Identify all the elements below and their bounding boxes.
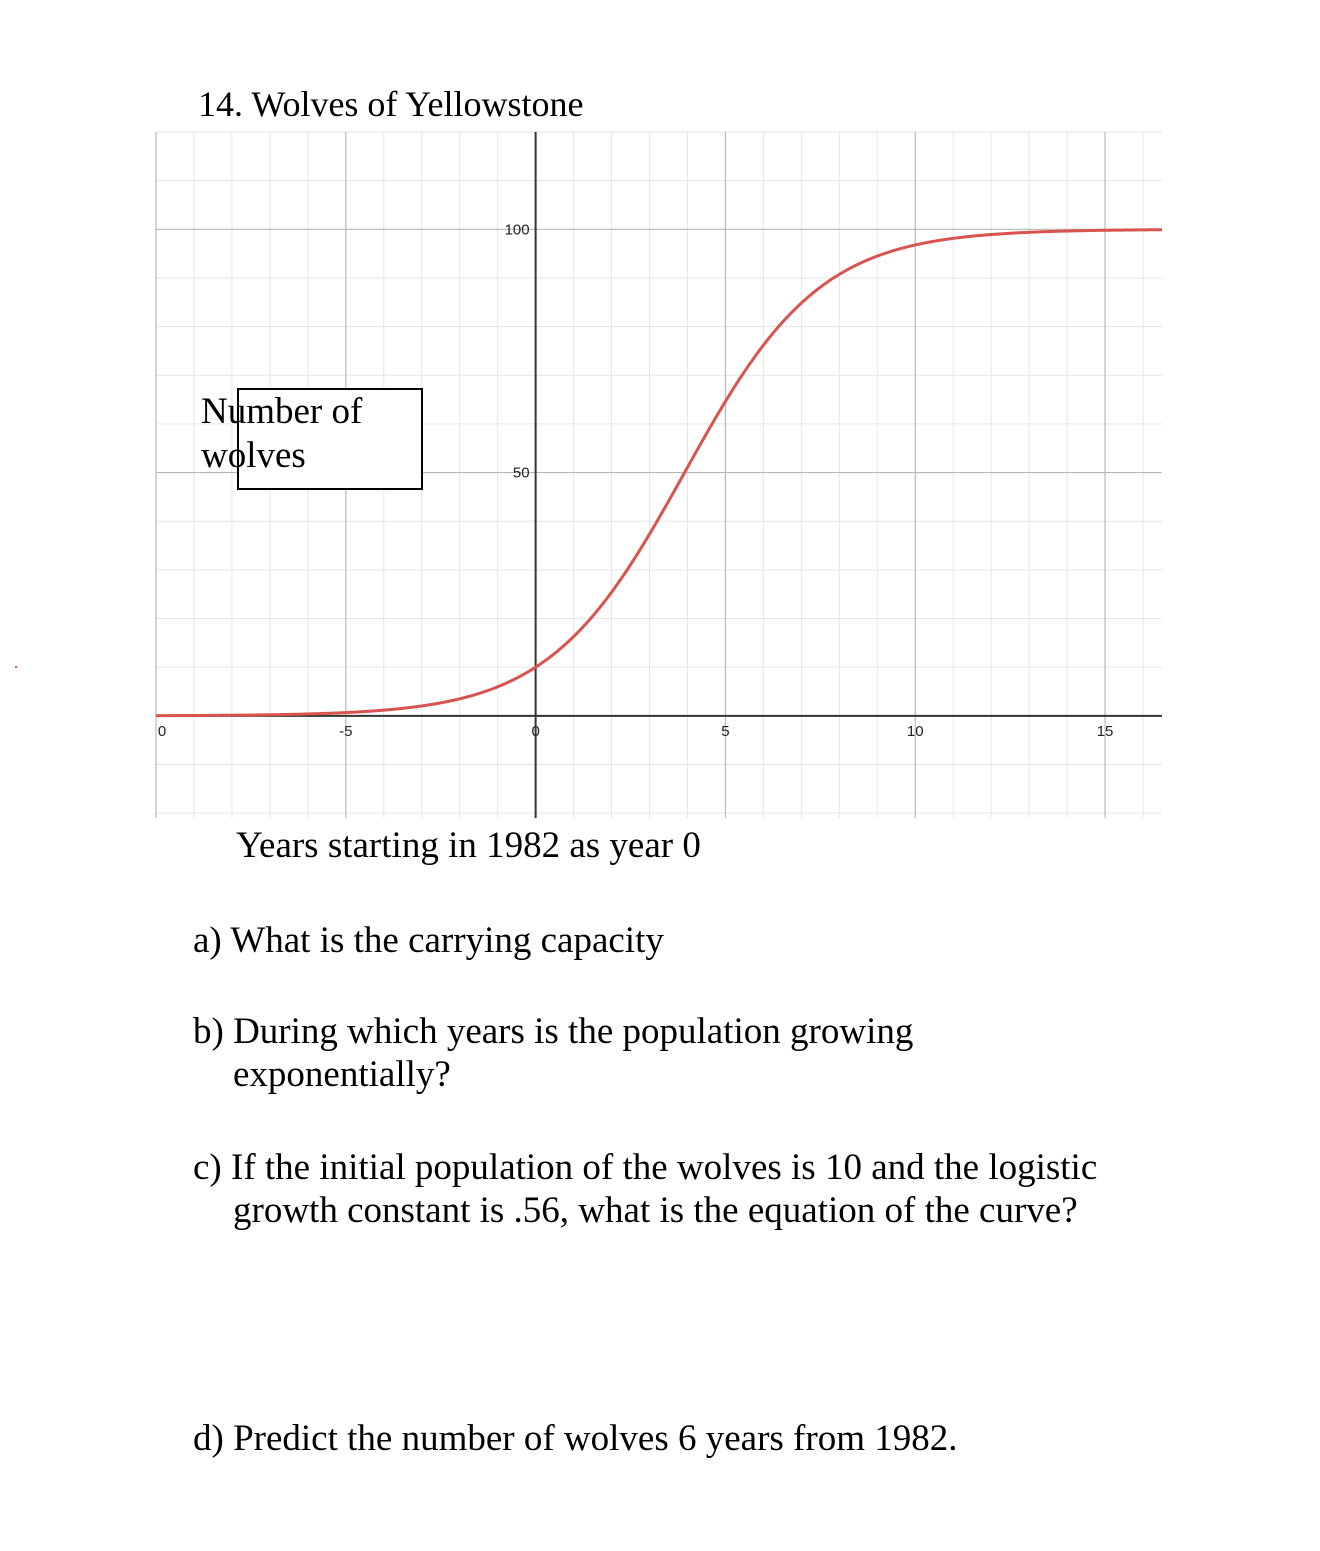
- question-c: [193, 1147, 1097, 1232]
- problem-title: 14. Wolves of Yellowstone: [198, 84, 584, 124]
- question-c-line2: growth constant is .56, what is the equation of the curve?: [233, 1189, 1078, 1231]
- question-c-line1: c) If the initial population of the wolves is 10 and the logistic: [193, 1147, 1098, 1188]
- x-tick-label: 10: [906, 722, 924, 740]
- x-tick-label: -5: [339, 722, 353, 740]
- question-a: a) What is the carrying capacity: [193, 920, 664, 961]
- y-tick-label: 50: [512, 464, 530, 482]
- x-tick-label: 5: [721, 722, 730, 740]
- x-tick-label: 0: [157, 722, 167, 740]
- question-b-line1: b) During which years is the population growing: [193, 1011, 914, 1052]
- x-tick-label: 0: [531, 722, 540, 740]
- x-axis-label: Years starting in 1982 as year 0: [236, 825, 701, 866]
- y-tick-label: 100: [504, 221, 530, 239]
- question-b-line2: exponentially?: [233, 1053, 451, 1095]
- x-tick-label: 15: [1096, 722, 1114, 740]
- stray-mark: [15, 666, 17, 668]
- question-d: d) Predict the number of wolves 6 years from 1982.: [193, 1418, 958, 1459]
- y-axis-label: Number of wolves: [201, 391, 363, 477]
- question-b: [193, 1011, 913, 1096]
